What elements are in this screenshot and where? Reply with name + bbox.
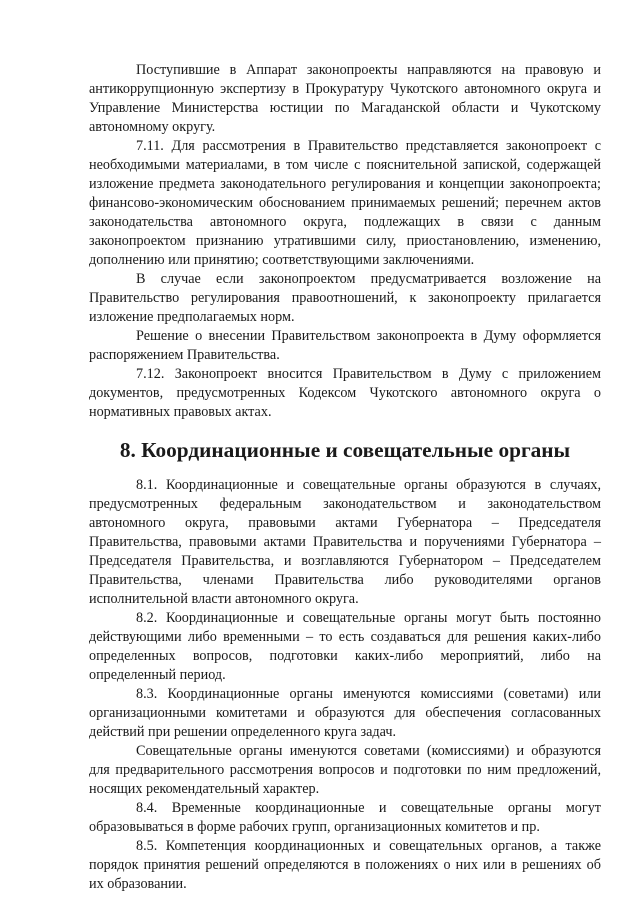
paragraph-submission-review: Поступившие в Аппарат законопроекты направляются на правовую и антикоррупционную экспертизу в Прокуратуру Чукотского автономного округа и Управление Министерства юстиции по Магаданской области и Чукотскому автономному округу.	[89, 62, 601, 135]
document-page	[89, 61, 601, 894]
paragraph-decision-order: Решение о внесении Правительством законопроекта в Думу оформляется распоряжением Правительства.	[89, 328, 601, 363]
paragraph-7-11: 7.11. Для рассмотрения в Правительство представляется законопроект с необходимыми материалами, в том числе с пояснительной запиской, содержащей изложение предмета законодательного регулирования и концепции законопроекта; финансово-экономическим обоснованием принимаемых решений; перечнем актов законодательства автономного округа, подлежащих в связи с данным законопроектом признанию утратившими силу, приостановлению, изменению, дополнению или принятию; соответствующими заключениями.	[89, 138, 601, 268]
paragraph-8-1: 8.1. Координационные и совещательные органы образуются в случаях, предусмотренных федеральным законодательством и законодательством автономного округа, правовыми актами Губернатора – Председателя Правительства, правовыми актами Правительства и поручениями Губернатора – Председателя Правительства, и возглавляются Губернатором – Председателем Правительства, членами Правительства либо руководителями органов исполнительной власти автономного округа.	[89, 477, 601, 607]
paragraph-8-5: 8.5. Компетенция координационных и совещательных органов, а также порядок принятия решений определяются в положениях о них или в решениях об их образовании.	[89, 838, 601, 892]
section-heading: 8. Координационные и совещательные органы	[119, 438, 571, 462]
paragraph-advisory-bodies: Совещательные органы именуются советами (комиссиями) и образуются для предварительного рассмотрения вопросов и подготовки по ним предложений, носящих рекомендательный характер.	[89, 743, 601, 797]
paragraph-8-2: 8.2. Координационные и совещательные органы могут быть постоянно действующими либо временными – то есть создаваться для решения каких-либо определенных вопросов, подготовки каких-либо мероприятий, либо на определенный период.	[89, 610, 601, 683]
paragraph-8-3: 8.3. Координационные органы именуются комиссиями (советами) или организационными комитетами и образуются для обеспечения согласованных действий при решении определенного круга задач.	[89, 686, 601, 740]
paragraph-regulation-delegation: В случае если законопроектом предусматривается возложение на Правительство регулирования правоотношений, к законопроекту прилагается изложение предполагаемых норм.	[89, 271, 601, 325]
paragraph-8-4: 8.4. Временные координационные и совещательные органы могут образовываться в форме рабочих групп, организационных комитетов и пр.	[89, 800, 601, 835]
paragraph-7-12: 7.12. Законопроект вносится Правительством в Думу с приложением документов, предусмотренных Кодексом Чукотского автономного округа о нормативных правовых актах.	[89, 366, 601, 420]
